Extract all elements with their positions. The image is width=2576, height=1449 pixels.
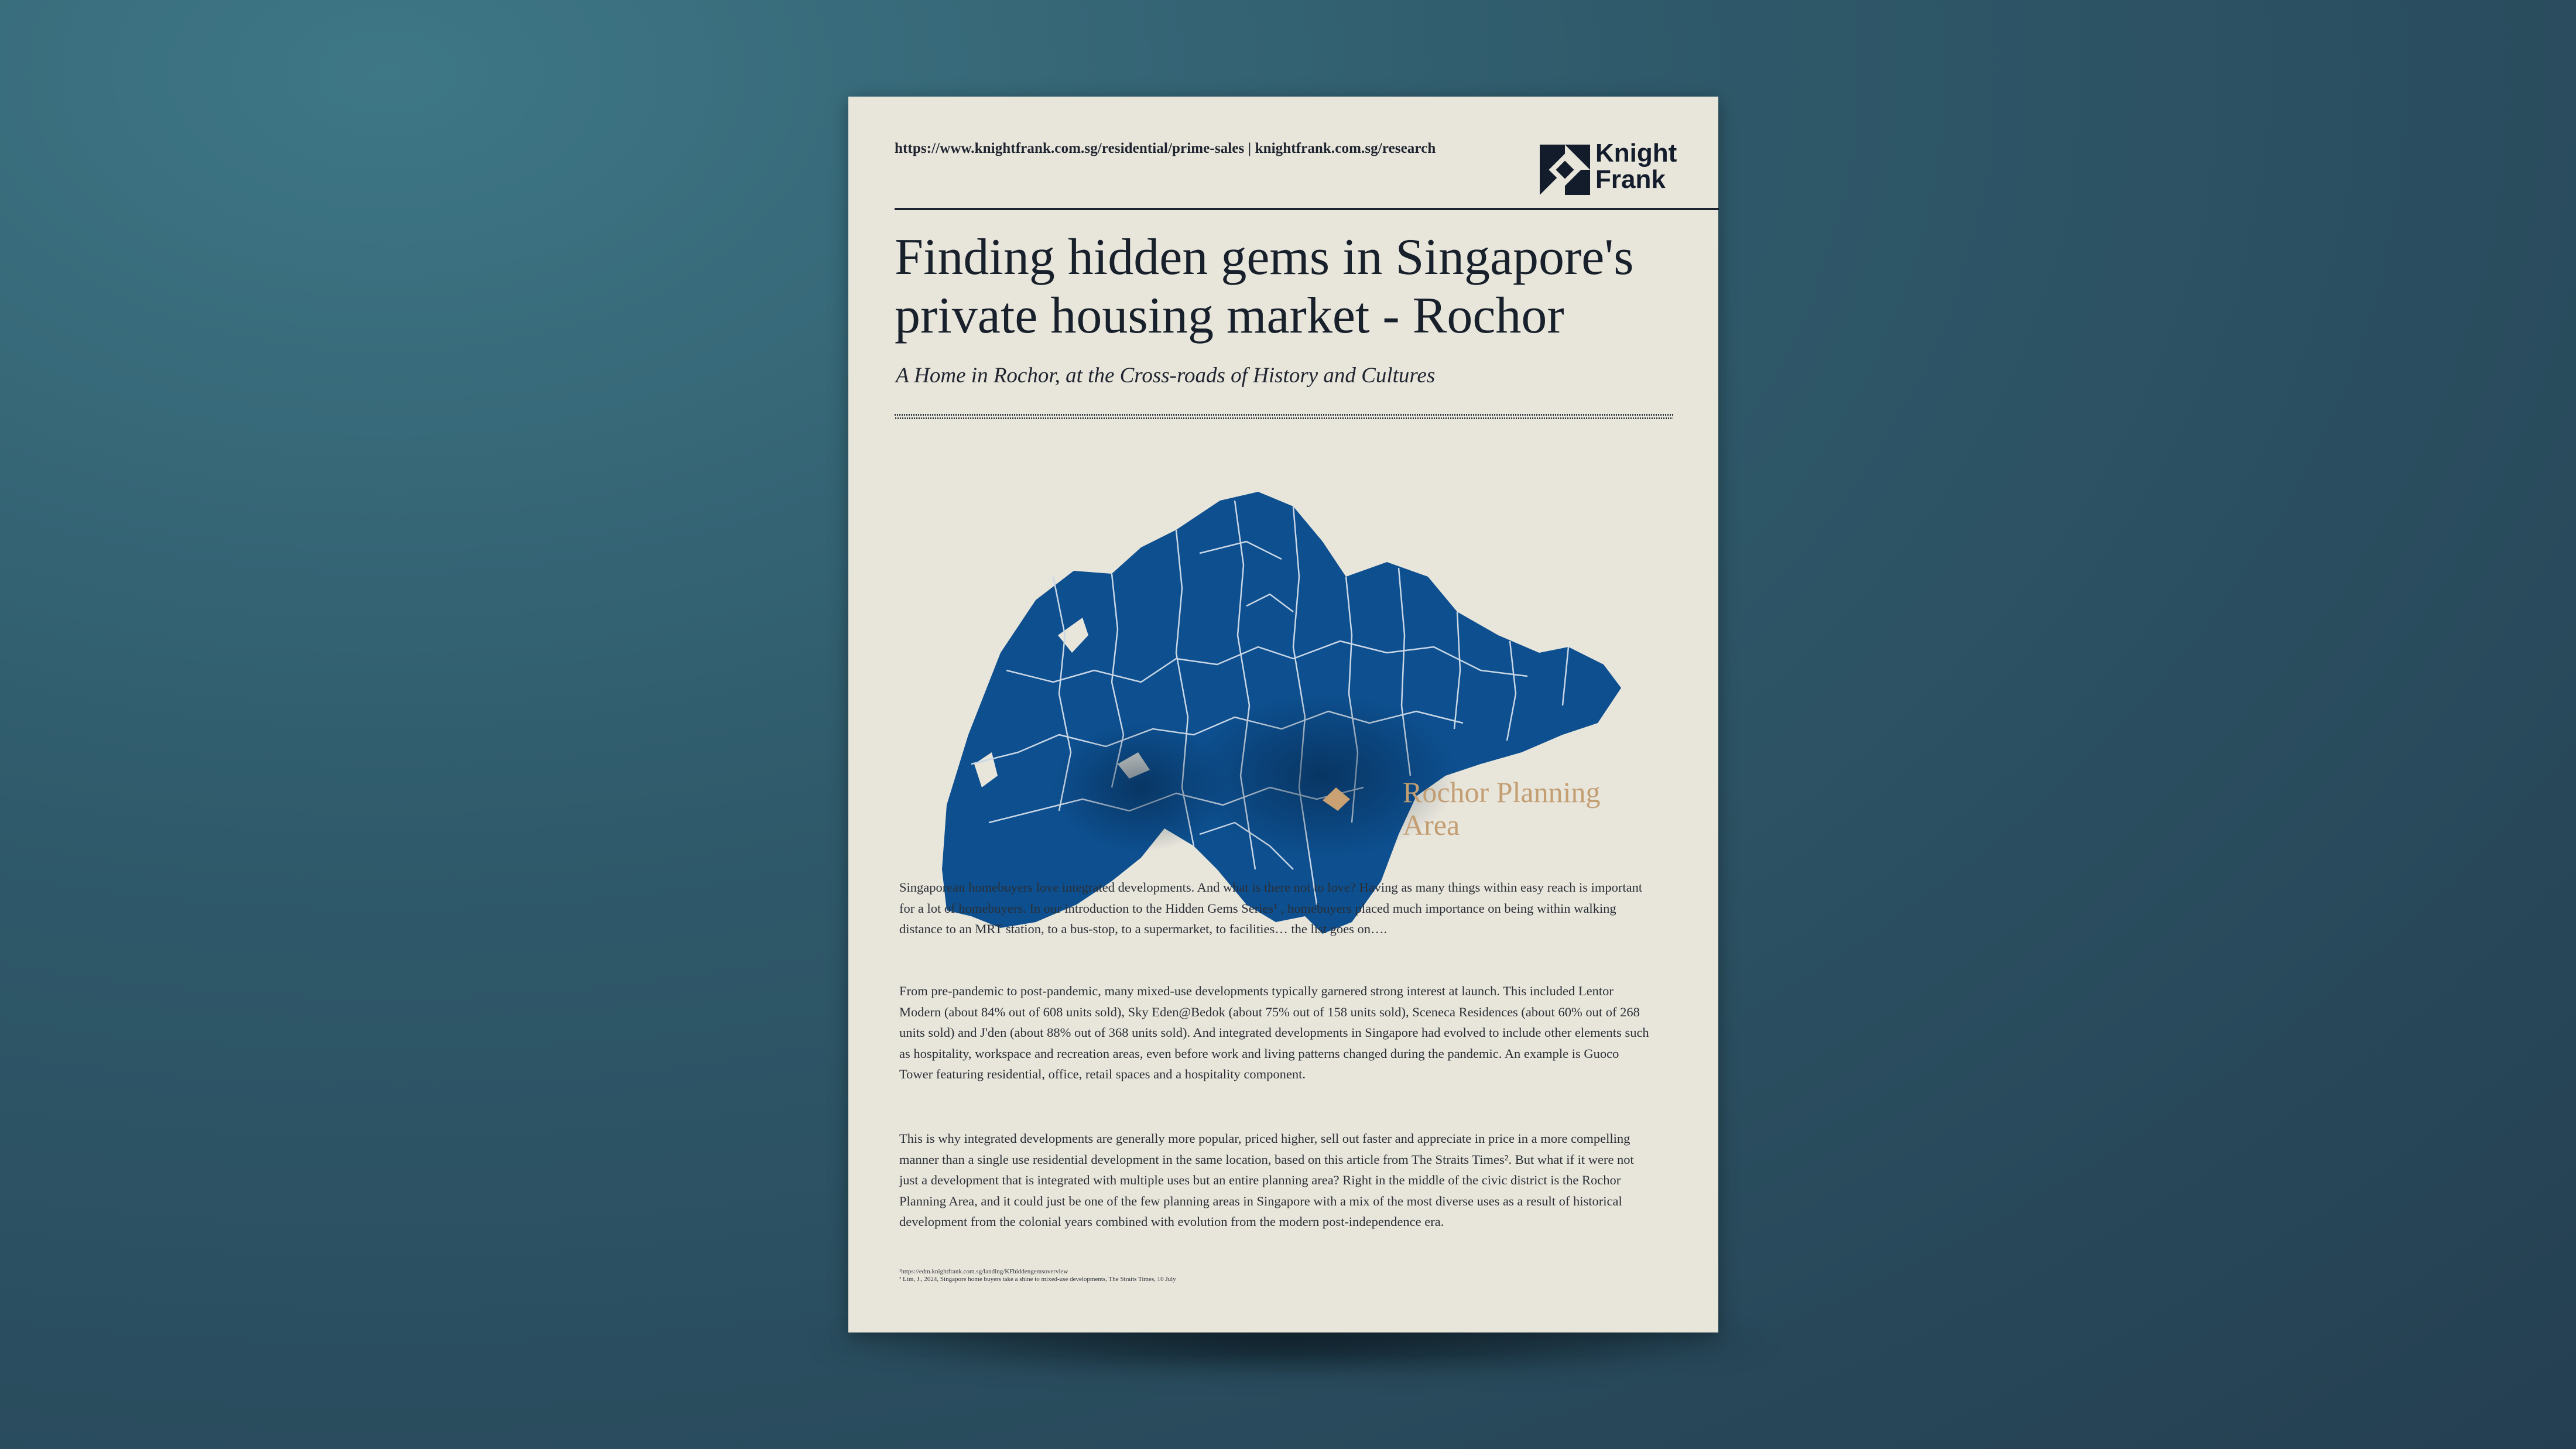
page-subtitle: A Home in Rochor, at the Cross-roads of History and Cultures <box>896 364 1436 388</box>
west-shading <box>1053 723 1229 852</box>
logo-line-1: Knight <box>1595 139 1677 167</box>
map-label-rochor: Rochor Planning Area <box>1403 776 1601 841</box>
logo-line-2: Frank <box>1595 165 1666 194</box>
knight-frank-logo-icon <box>1540 145 1590 195</box>
paragraph-1: Singaporean homebuyers love integrated developments. And what is there not to love? Having as many things within easy reach is important for a lot of homebuyers. In our introduction to the Hidden Gems Series¹ , homebuyers placed much importance on being within walking distance to an MRT station, to a bus-stop, to a supermarket, to facilities… the list goes on…. <box>899 880 1643 936</box>
paragraph-3: This is why integrated developments are generally more popular, priced higher, sell out faster and appreciate in price in a more compelling manner than a single use residential development in the same location, based on this article from The Straits Times². But what if it were not just a development that is integrated with multiple uses but an entire planning area? Right in the middle of the civic district is the Rochor Planning Area, and it could just be one of the few planning areas in Singapore with a mix of the most diverse uses as a result of historical development from the colonial years combined with evolution from the modern post-independence era. <box>899 1131 1634 1229</box>
knight-frank-logo <box>1540 139 1677 197</box>
header-url[interactable]: https://www.knightfrank.com.sg/residential/prime-sales | knightfrank.com.sg/research <box>895 141 1436 156</box>
footnote-2: ² Lim, J., 2024, Singapore home buyers take a shine to mixed-use developments, The Straits Times, 10 July <box>899 1276 1176 1283</box>
header-divider <box>895 208 1719 210</box>
document-page <box>848 97 1718 1332</box>
footnote-1[interactable]: ¹https://edm.knightfrank.com.sg/landing/KFhiddengemsoverview <box>899 1268 1068 1275</box>
logo-wordmark <box>1595 140 1677 193</box>
page-title: Finding hidden gems in Singapore's private housing market - Rochor <box>895 229 1634 344</box>
paragraph-2: From pre-pandemic to post-pandemic, many mixed-use developments typically garnered strong interest at launch. This included Lentor Modern (about 84% out of 608 units sold), Sky Eden@Bedok (about 75% out of 158 units sold), Sceneca Residences (about 60% out of 268 units sold) and J'den (about 88% out of 368 units sold). And integrated developments in Singapore had evolved to include other elements such as hospitality, workspace and recreation areas, even before work and living patterns changed during the pandemic. An example is Guoco Tower featuring residential, office, retail spaces and a hospitality component. <box>899 984 1649 1081</box>
dotted-divider <box>895 414 1673 420</box>
